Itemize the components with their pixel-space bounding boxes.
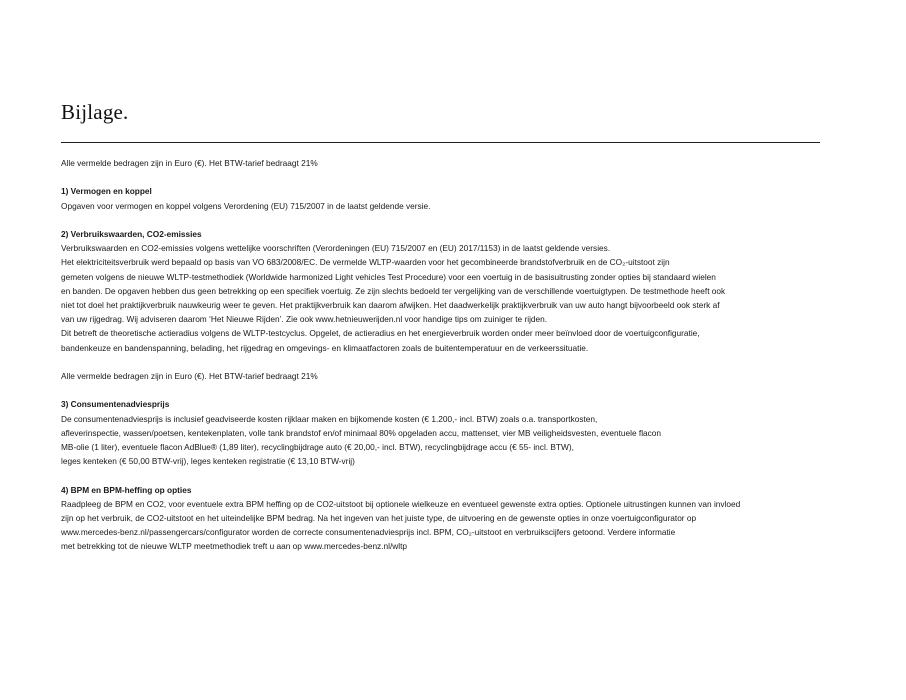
section-line: en banden. De opgaven hebben dus geen betrekking op een specifiek voertuig. Ze zijn slechts bedoeld ter vergelijking van de verschillende voertuigtypen. De testmethode heeft ook: [61, 285, 726, 296]
section-line: De consumentenadviesprijs is inclusief geadviseerde kosten rijklaar maken en bijkomende kosten (€ 1.200,- incl. BTW) zoals o.a. transportkosten,: [61, 413, 598, 424]
section-line: Raadpleeg de BPM en CO2, voor eventuele extra BPM heffing op de CO2-uitstoot bij optionele wielkeuze en eventueel gewenste extra opties. Optionele uitrustingen kunnen van invloed: [61, 498, 741, 509]
section-line: gemeten volgens de nieuwe WLTP-testmethodiek (Worldwide harmonized Light vehicles Test Procedure) voor een voertuig in de basisuitrusting zonder opties bij standaard wielen: [61, 271, 716, 282]
section-line: met betrekking tot de nieuwe WLTP meetmethodiek treft u aan op www.mercedes-benz.nl/wltp: [61, 541, 408, 552]
intro-text-repeat: Alle vermelde bedragen zijn in Euro (€). Het BTW-tarief bedraagt 21%: [61, 371, 318, 381]
section-line: afleverinspectie, wassen/poetsen, kentekenplaten, volle tank brandstof en/of minimaal 80% opgeladen accu, mattenset, vier MB veiligheidsvesten, eventuele flacon: [61, 427, 662, 438]
section-line: www.mercedes-benz.nl/passengercars/configurator worden de correcte consumentenadviesprijs incl. BPM, CO₂-uitstoot en verbruikscijfers getoond. Verdere informatie: [61, 527, 676, 538]
section-heading-vermogen: 1) Vermogen en koppel: [61, 186, 152, 197]
section-heading-verbruikswaarden: 2) Verbruikswaarden, CO2-emissies: [61, 228, 202, 239]
section-heading-consumentenadviesprijs: 3) Consumentenadviesprijs: [61, 399, 170, 410]
spacer: [61, 355, 821, 369]
spacer: [61, 170, 821, 184]
section-line: niet tot doel het praktijkverbruik nauwkeurig weer te geven. Het praktijkverbruik kan daarom afwijken. Het daadwerkelijk praktijkverbruik van uw auto hangt bijvoorbeeld ook sterk af: [61, 300, 720, 310]
section-line: bandenkeuze en bandenspanning, belading, het rijgedrag en omgevings- en klimaatfactoren zoals de buitentemperatuur en de verkeerssituatie.: [61, 342, 589, 353]
page-title: Bijlage.: [61, 100, 129, 124]
section-line: Dit betreft de theoretische actieradius volgens de WLTP-testcyclus. Opgelet, de actieradius en het energieverbruik worden onder meer beïnvloed door de voertuigconfiguratie,: [61, 328, 700, 339]
intro-text: Alle vermelde bedragen zijn in Euro (€). Het BTW-tarief bedraagt 21%: [61, 158, 318, 168]
section-line: van uw rijgedrag. Wij adviseren daarom ‘Het Nieuwe Rijden’. Zie ook www.hetnieuwerijden.nl voor handige tips om zuiniger te rijden.: [61, 314, 548, 325]
section-line: Verbruikswaarden en CO2-emissies volgens wettelijke voorschriften (Verordeningen (EU) 715/2007 en (EU) 2017/1153) in de laatst geldende versies.: [61, 243, 611, 254]
section-line: zijn op het verbruik, de CO2-uitstoot en het uiteindelijke BPM bedrag. Na het ingeven van het juiste type, de uitvoering en de gewenste opties in onze voertuigconfigurator op: [61, 513, 697, 523]
section-line: MB-olie (1 liter), eventuele flacon AdBlue® (1,89 liter), recyclingbijdrage auto (€ 20,00,- incl. BTW), recyclingbijdrage accu (€ 55- incl. BTW),: [61, 442, 574, 452]
section-line: leges kenteken (€ 50,00 BTW-vrij), leges kenteken registratie (€ 13,10 BTW-vrij): [61, 456, 355, 467]
section-line: Opgaven voor vermogen en koppel volgens Verordening (EU) 715/2007 in de laatst geldende versie.: [61, 200, 431, 211]
spacer: [61, 383, 821, 397]
document-body: [61, 156, 821, 554]
spacer: [61, 468, 821, 482]
section-heading-bpm: 4) BPM en BPM-heffing op opties: [61, 484, 192, 495]
section-line: Het elektriciteitsverbruik werd bepaald op basis van VO 683/2008/EC. De vermelde WLTP-waarden voor het gecombineerde brandstofverbruik en de CO₂-uitstoot zijn: [61, 257, 670, 268]
title-divider: [61, 142, 820, 143]
spacer: [61, 213, 821, 227]
